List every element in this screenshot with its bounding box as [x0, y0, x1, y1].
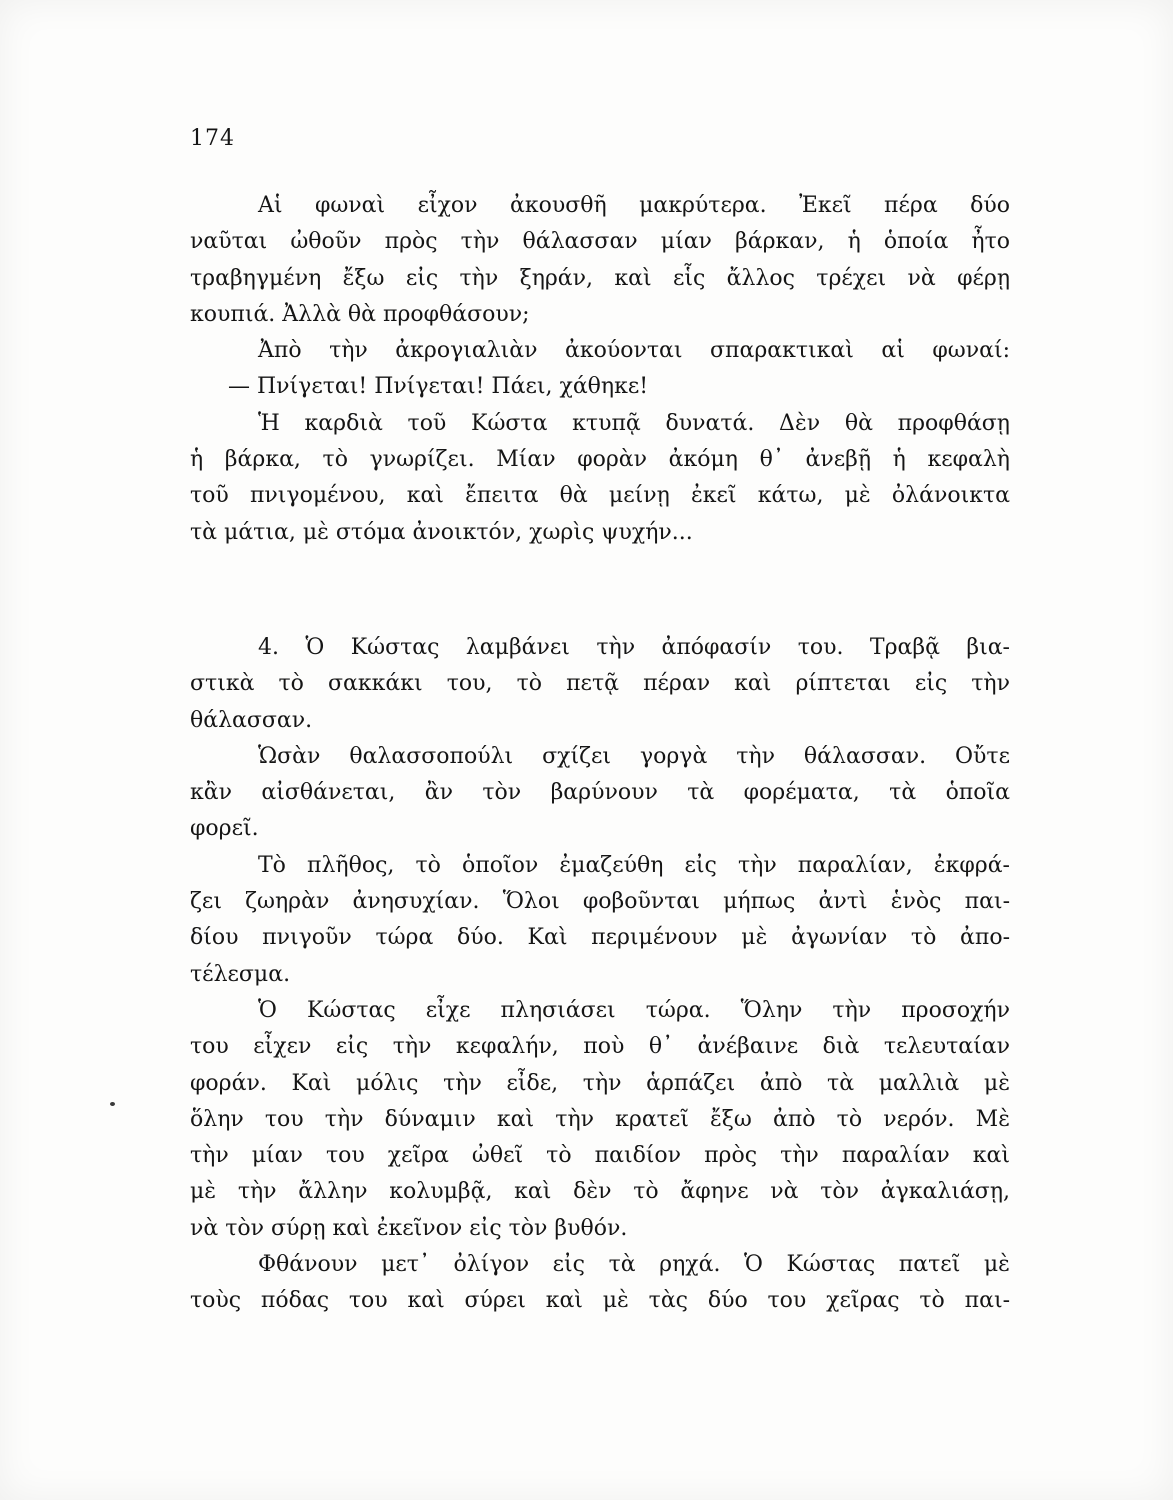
text-line: Φθάνουν μετ᾿ ὀλίγον εἰς τὰ ρηχά. Ὁ Κώστας πατεῖ μὲ [258, 1252, 1010, 1278]
text-line: κουπιά. Ἀλλὰ θὰ προφθάσουν; [190, 301, 530, 327]
text-line: τὴν μίαν του χεῖρα ὠθεῖ τὸ παιδίον πρὸς τὴν παραλίαν καὶ [190, 1143, 1010, 1169]
text-line: τέλεσμα. [190, 961, 291, 987]
text-line: θάλασσαν. [190, 707, 313, 733]
text-line: φοράν. Καὶ μόλις τὴν εἶδε, τὴν ἁρπάζει ἀπὸ τὰ μαλλιὰ μὲ [190, 1070, 1010, 1096]
text-line: τὰ μάτια, μὲ στόμα ἀνοικτόν, χωρὶς ψυχήν... [190, 519, 693, 545]
text-line: τραβηγμένη ἔξω εἰς τὴν ξηράν, καὶ εἷς ἄλλος τρέχει νὰ φέρῃ [190, 265, 1010, 291]
text-line: τοῦ πνιγομένου, καὶ ἔπειτα θὰ μείνῃ ἐκεῖ κάτω, μὲ ὀλάνοικτα [190, 483, 1010, 509]
ink-speck [110, 1102, 115, 1106]
text-line: νὰ τὸν σύρῃ καὶ ἐκεῖνον εἰς τὸν βυθόν. [190, 1215, 628, 1241]
text-block-1 [190, 188, 1010, 551]
text-line: φορεῖ. [190, 816, 259, 842]
text-line: ναῦται ὠθοῦν πρὸς τὴν θάλασσαν μίαν βάρκαν, ἡ ὁποία ἦτο [190, 229, 1010, 255]
text-line: Ὁ Κώστας εἶχε πλησιάσει τώρα. Ὅλην τὴν προσοχήν [258, 997, 1010, 1023]
text-line: του εἶχεν εἰς τὴν κεφαλήν, ποὺ θ᾿ ἀνέβαινε διὰ τελευταίαν [190, 1034, 1010, 1060]
text-line: Τὸ πλῆθος, τὸ ὁποῖον ἐμαζεύθη εἰς τὴν παραλίαν, ἐκφρά- [258, 852, 1010, 878]
text-block-2 [190, 630, 1010, 1320]
text-line: 4. Ὁ Κώστας λαμβάνει τὴν ἀπόφασίν του. Τραβᾷ βια- [258, 635, 1010, 660]
text-line: — Πνίγεται! Πνίγεται! Πάει, χάθηκε! [228, 374, 649, 400]
text-line: Ἀπὸ τὴν ἀκρογιαλιὰν ἀκούονται σπαρακτικαὶ αἱ φωναί: [258, 338, 1010, 364]
text-line: ὅλην του τὴν δύναμιν καὶ τὴν κρατεῖ ἔξω ἀπὸ τὸ νερόν. Μὲ [190, 1106, 1010, 1132]
text-line: κἂν αἰσθάνεται, ἂν τὸν βαρύνουν τὰ φορέματα, τὰ ὁποῖα [190, 780, 1010, 806]
text-line: μὲ τὴν ἄλλην κολυμβᾷ, καὶ δὲν τὸ ἄφηνε νὰ τὸν ἀγκαλιάσῃ, [190, 1179, 1010, 1205]
text-line: ζει ζωηρὰν ἀνησυχίαν. Ὅλοι φοβοῦνται μήπως ἀντὶ ἑνὸς παι- [190, 889, 1010, 915]
text-line: Αἱ φωναὶ εἶχον ἀκουσθῆ μακρύτερα. Ἐκεῖ πέρα δύο [258, 193, 1010, 218]
text-line: ἡ βάρκα, τὸ γνωρίζει. Μίαν φορὰν ἀκόμη θ᾿ ἀνεβῇ ἡ κεφαλὴ [190, 447, 1010, 473]
page-number: 174 [190, 126, 235, 151]
text-line: στικὰ τὸ σακκάκι του, τὸ πετᾷ πέραν καὶ ρίπτεται εἰς τὴν [190, 671, 1010, 697]
text-line: τοὺς πόδας του καὶ σύρει καὶ μὲ τὰς δύο του χεῖρας τὸ παι- [190, 1288, 1010, 1314]
text-line: Ἡ καρδιὰ τοῦ Κώστα κτυπᾷ δυνατά. Δὲν θὰ προφθάσῃ [258, 410, 1010, 436]
text-line: δίου πνιγοῦν τώρα δύο. Καὶ περιμένουν μὲ ἀγωνίαν τὸ ἀπο- [190, 925, 1010, 951]
text-line: Ὡσὰν θαλασσοπούλι σχίζει γοργὰ τὴν θάλασσαν. Οὔτε [258, 743, 1010, 769]
